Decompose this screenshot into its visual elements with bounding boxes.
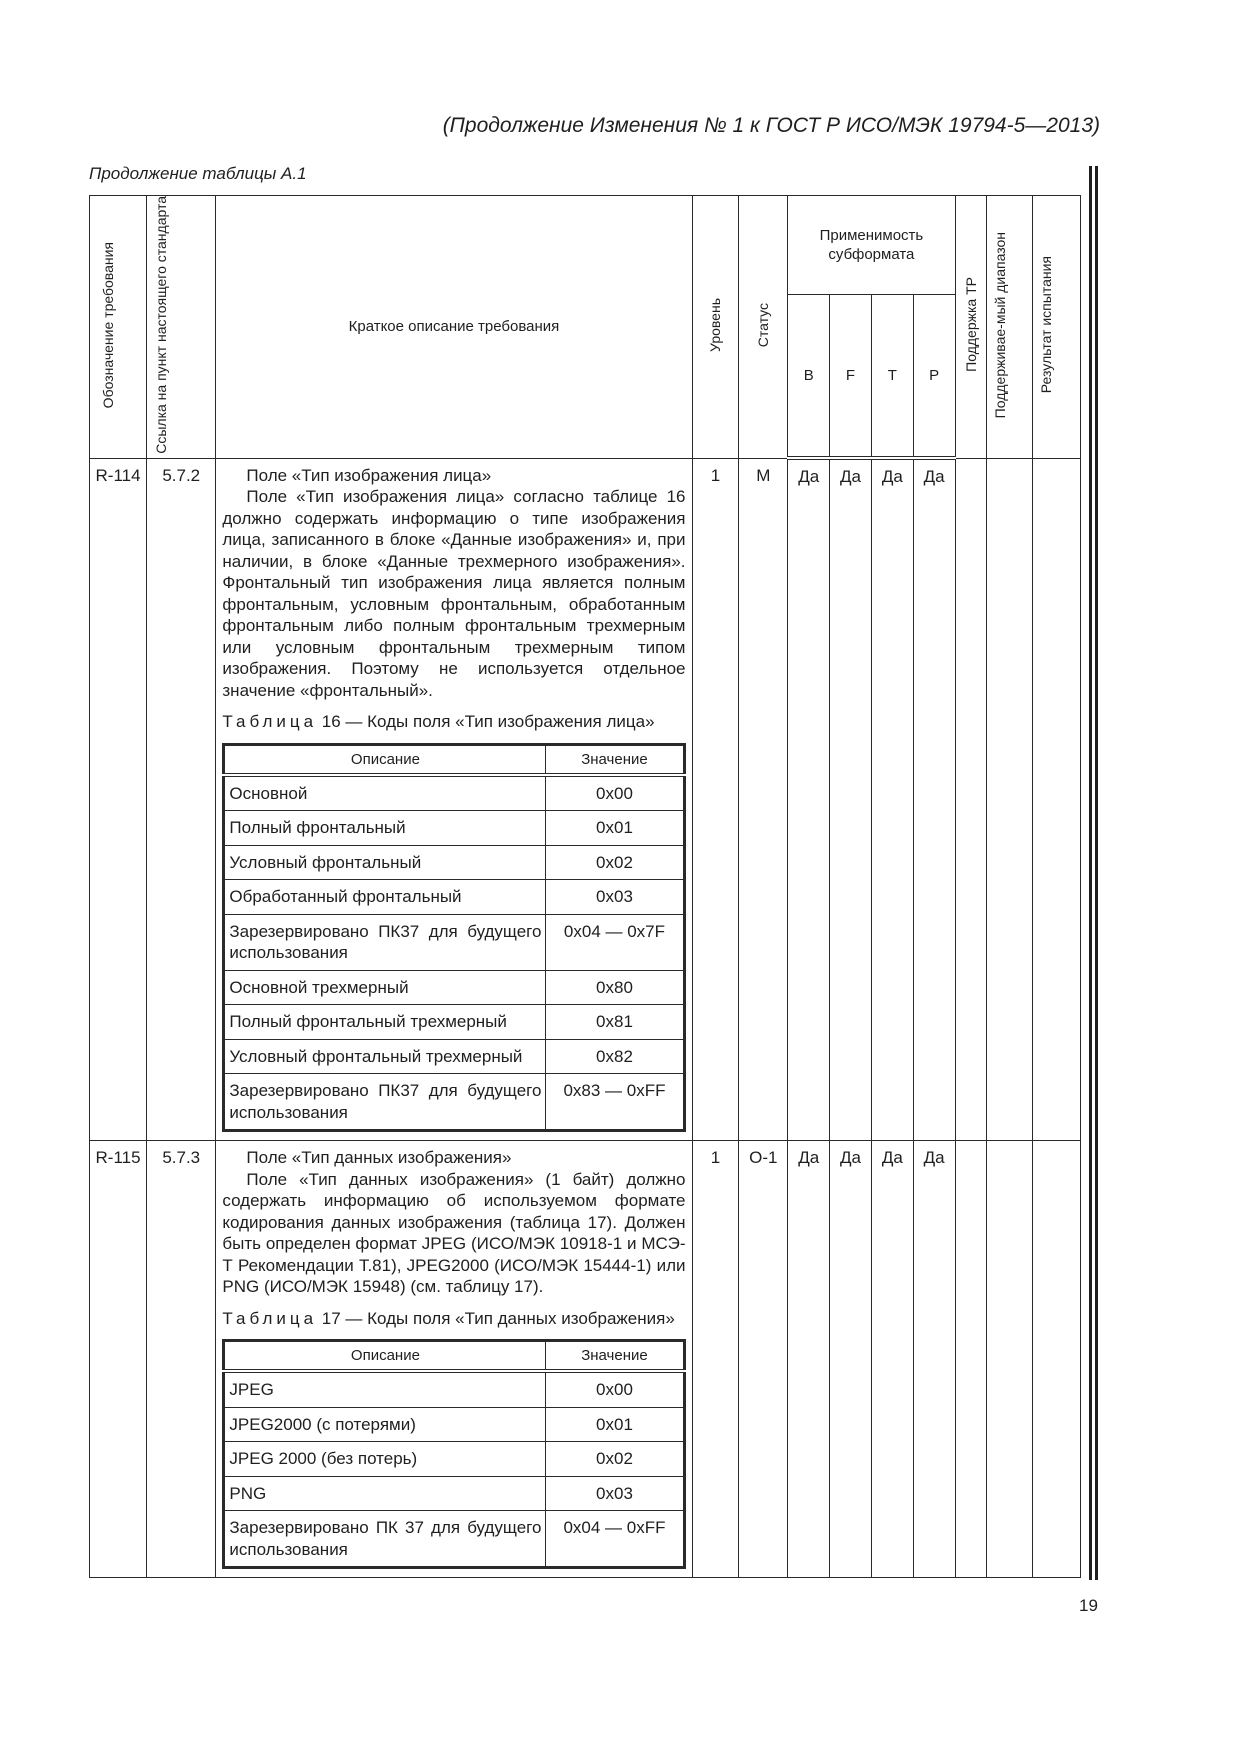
table-caption: Продолжение таблицы А.1: [89, 164, 307, 183]
codes-col-value: Значение: [546, 1341, 684, 1372]
code-desc: Условный фронтальный трехмерный: [224, 1039, 546, 1074]
code-value: 0x02: [546, 1442, 684, 1477]
code-value: 0x03: [546, 880, 684, 915]
col-header-level: Уровень: [692, 196, 739, 459]
margin-bar-left: [1089, 166, 1092, 1580]
codes-row: [224, 880, 684, 915]
code-value: 0x04 — 0x7F: [546, 914, 684, 970]
applicability-t: Да: [871, 458, 913, 1141]
requirement-row: [90, 1141, 1081, 1578]
page-number: 19: [1079, 1596, 1098, 1615]
applicability-t: Да: [871, 1141, 913, 1578]
code-desc: JPEG2000 (с потерями): [224, 1407, 546, 1442]
codes-row: [224, 1407, 684, 1442]
code-value: 0x00: [546, 1371, 684, 1407]
codes-row: [224, 914, 684, 970]
tp-support-cell: [955, 458, 987, 1141]
codes-table: [222, 743, 685, 1133]
requirement-row: [90, 458, 1081, 1141]
requirement-ref: 5.7.2: [147, 458, 216, 1141]
col-header-test-result: Результат испытания: [1032, 196, 1080, 459]
requirement-description: [216, 458, 692, 1141]
supported-range-cell: [987, 458, 1033, 1141]
code-value: 0x04 — 0xFF: [546, 1511, 684, 1568]
col-header-status: Статус: [739, 196, 788, 459]
requirement-title: Поле «Тип изображения лица»: [246, 465, 492, 485]
applicability-f: Да: [830, 1141, 872, 1578]
requirement-title: Поле «Тип данных изображения»: [246, 1148, 512, 1168]
codes-row: [224, 1511, 684, 1568]
col-header-tp-support: Поддержка ТР: [955, 196, 987, 459]
supported-range-cell: [987, 1141, 1033, 1578]
code-value: 0x81: [546, 1005, 684, 1040]
code-value: 0x00: [546, 775, 684, 811]
code-desc: Полный фронтальный трехмерный: [224, 1005, 546, 1040]
subtable-caption: Таблица 16 — Коды поля «Тип изображения лица»: [222, 712, 655, 732]
code-value: 0x83 — 0xFF: [546, 1074, 684, 1131]
requirement-status: О-1: [739, 1141, 788, 1578]
requirement-id: R-114: [90, 458, 147, 1141]
col-header-reference: Ссылка на пункт настоящего стандарта: [147, 196, 216, 459]
code-desc: PNG: [224, 1476, 546, 1511]
codes-row: [224, 1371, 684, 1407]
code-value: 0x03: [546, 1476, 684, 1511]
requirement-text: Поле «Тип данных изображения» (1 байт) должно содержать информацию об используемом формате кодирования данных изображения (таблица 17). Должен быть определен формат JPEG (ИСО/МЭК 10918-1 и МСЭ-Т Рекомендации Т.81), JPEG2000 (ИСО/МЭК 15444-1) или PNG (ИСО/МЭК 15948) (см. таблицу 17).: [222, 1169, 686, 1297]
applicability-b: Да: [788, 458, 830, 1141]
code-desc: JPEG: [224, 1371, 546, 1407]
col-header-supported-range: Поддерживае-мый диапазон: [987, 196, 1033, 459]
col-header-sub-p: P: [913, 294, 955, 458]
tp-support-cell: [955, 1141, 987, 1578]
codes-col-value: Значение: [546, 744, 684, 775]
code-value: 0x01: [546, 1407, 684, 1442]
col-header-sub-f: F: [830, 294, 872, 458]
code-desc: Полный фронтальный: [224, 811, 546, 846]
test-result-cell: [1032, 1141, 1080, 1578]
page-header: (Продолжение Изменения № 1 к ГОСТ Р ИСО/МЭК 19794-5—2013): [442, 114, 1100, 137]
codes-row: [224, 1476, 684, 1511]
code-desc: JPEG 2000 (без потерь): [224, 1442, 546, 1477]
codes-row: [224, 970, 684, 1005]
code-value: 0x82: [546, 1039, 684, 1074]
codes-row: [224, 775, 684, 811]
code-desc: Зарезервировано ПК37 для будущего использования: [224, 914, 546, 970]
requirement-level: 1: [692, 1141, 739, 1578]
codes-col-desc: Описание: [224, 1341, 546, 1372]
applicability-p: Да: [913, 458, 955, 1141]
applicability-b: Да: [788, 1141, 830, 1578]
codes-table: [222, 1339, 685, 1569]
codes-row: [224, 811, 684, 846]
code-value: 0x02: [546, 845, 684, 880]
applicability-p: Да: [913, 1141, 955, 1578]
code-desc: Зарезервировано ПК37 для будущего использования: [224, 1074, 546, 1131]
codes-row: [224, 1039, 684, 1074]
code-value: 0x01: [546, 811, 684, 846]
codes-col-desc: Описание: [224, 744, 546, 775]
subtable-caption: Таблица 17 — Коды поля «Тип данных изображения»: [222, 1308, 675, 1328]
col-header-sub-b: B: [788, 294, 830, 458]
requirement-ref: 5.7.3: [147, 1141, 216, 1578]
codes-row: [224, 845, 684, 880]
code-desc: Обработанный фронтальный: [224, 880, 546, 915]
col-header-applicability: Применимость субформата: [788, 196, 955, 295]
code-desc: Условный фронтальный: [224, 845, 546, 880]
col-header-description: Краткое описание требования: [216, 196, 692, 459]
codes-row: [224, 1074, 684, 1131]
col-header-designation: Обозначение требования: [90, 196, 147, 459]
requirement-status: М: [739, 458, 788, 1141]
requirement-level: 1: [692, 458, 739, 1141]
test-result-cell: [1032, 458, 1080, 1141]
code-value: 0x80: [546, 970, 684, 1005]
requirement-id: R-115: [90, 1141, 147, 1578]
code-desc: Основной: [224, 775, 546, 811]
margin-bar-right: [1095, 166, 1098, 1580]
requirement-description: [216, 1141, 692, 1578]
applicability-f: Да: [830, 458, 872, 1141]
requirement-text: Поле «Тип изображения лица» согласно таблице 16 должно содержать информацию о типе изображения лица, записанного в блоке «Данные изображения» и, при наличии, в блоке «Данные трехмерного изображения». Фронтальный тип изображения лица является полным фронтальным, условным фронтальным, обработанным фронтальным либо полным фронтальным трехмерным или условным фронтальным трехмерным типом изображения. Поэтому не используется отдельное значение «фронтальный».: [222, 487, 686, 700]
code-desc: Зарезервировано ПК 37 для будущего использования: [224, 1511, 546, 1568]
code-desc: Основной трехмерный: [224, 970, 546, 1005]
codes-row: [224, 1442, 684, 1477]
codes-row: [224, 1005, 684, 1040]
requirements-table: [89, 195, 1081, 1578]
col-header-sub-t: T: [871, 294, 913, 458]
